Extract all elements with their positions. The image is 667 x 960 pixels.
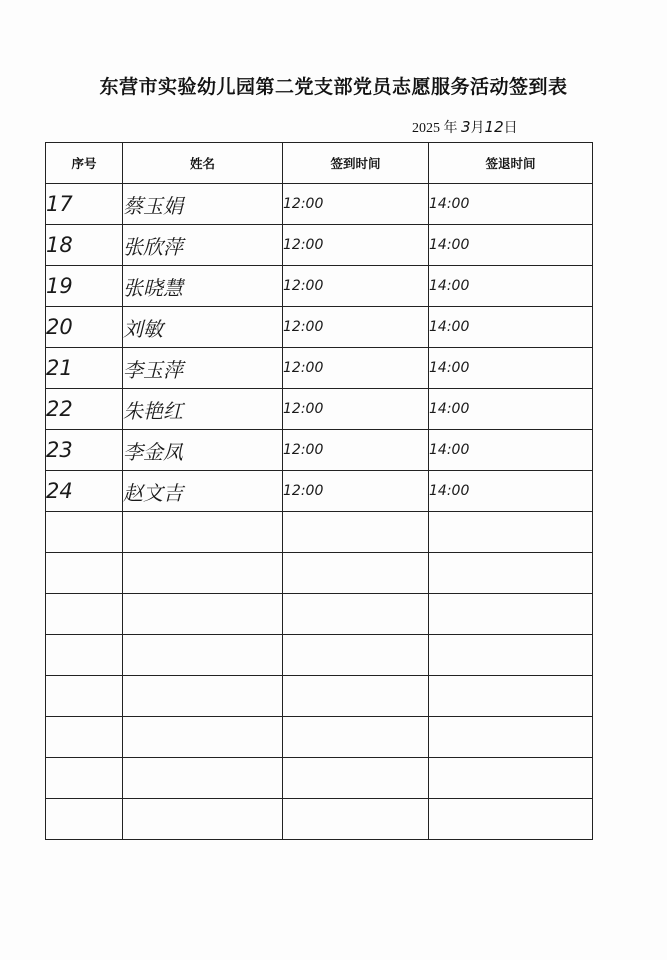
cell-sign-in-time: 12:00 bbox=[283, 266, 429, 307]
attendance-table bbox=[45, 142, 593, 840]
cell-name: 李金凤 bbox=[123, 430, 283, 471]
cell-name bbox=[123, 635, 283, 676]
cell-sign-out-time bbox=[429, 553, 593, 594]
sheet-title: 东营市实验幼儿园第二党支部党员志愿服务活动签到表 bbox=[99, 76, 568, 98]
cell-name bbox=[123, 717, 283, 758]
cell-number bbox=[46, 758, 123, 799]
cell-sign-in-time: 12:00 bbox=[283, 225, 429, 266]
cell-sign-out-time: 14:00 bbox=[429, 348, 593, 389]
table-row bbox=[46, 594, 593, 635]
table-row bbox=[46, 717, 593, 758]
date-month-handwritten: 3 bbox=[461, 118, 471, 136]
cell-sign-in-time bbox=[283, 635, 429, 676]
cell-name bbox=[123, 676, 283, 717]
date-year: 2025 年 bbox=[412, 121, 458, 136]
table-row bbox=[46, 348, 593, 389]
table-row bbox=[46, 266, 593, 307]
cell-number: 23 bbox=[46, 430, 123, 471]
cell-sign-in-time: 12:00 bbox=[283, 184, 429, 225]
cell-sign-out-time: 14:00 bbox=[429, 430, 593, 471]
table-row bbox=[46, 389, 593, 430]
header-number: 序号 bbox=[46, 143, 123, 184]
table-row bbox=[46, 307, 593, 348]
cell-name: 蔡玉娟 bbox=[123, 184, 283, 225]
date-month-char: 月 bbox=[470, 121, 485, 136]
cell-sign-in-time bbox=[283, 676, 429, 717]
cell-sign-out-time bbox=[429, 512, 593, 553]
cell-sign-out-time: 14:00 bbox=[429, 307, 593, 348]
cell-sign-out-time bbox=[429, 676, 593, 717]
header-sign-in-time: 签到时间 bbox=[283, 143, 429, 184]
cell-sign-in-time: 12:00 bbox=[283, 471, 429, 512]
cell-number: 17 bbox=[46, 184, 123, 225]
cell-sign-out-time bbox=[429, 799, 593, 840]
cell-number bbox=[46, 594, 123, 635]
cell-sign-in-time: 12:00 bbox=[283, 430, 429, 471]
cell-name bbox=[123, 512, 283, 553]
table-row bbox=[46, 512, 593, 553]
header-name: 姓名 bbox=[123, 143, 283, 184]
cell-number: 18 bbox=[46, 225, 123, 266]
table-row bbox=[46, 676, 593, 717]
cell-sign-in-time bbox=[283, 553, 429, 594]
cell-number bbox=[46, 512, 123, 553]
cell-number bbox=[46, 635, 123, 676]
table-row bbox=[46, 471, 593, 512]
cell-sign-out-time: 14:00 bbox=[429, 266, 593, 307]
cell-number bbox=[46, 717, 123, 758]
cell-sign-out-time bbox=[429, 594, 593, 635]
cell-sign-in-time: 12:00 bbox=[283, 348, 429, 389]
cell-number bbox=[46, 799, 123, 840]
cell-name bbox=[123, 758, 283, 799]
cell-name bbox=[123, 799, 283, 840]
cell-name: 张晓慧 bbox=[123, 266, 283, 307]
cell-sign-out-time: 14:00 bbox=[429, 389, 593, 430]
cell-name: 赵文吉 bbox=[123, 471, 283, 512]
table-row bbox=[46, 553, 593, 594]
cell-name: 朱艳红 bbox=[123, 389, 283, 430]
cell-sign-out-time bbox=[429, 758, 593, 799]
table-row bbox=[46, 799, 593, 840]
header-sign-out-time: 签退时间 bbox=[429, 143, 593, 184]
cell-sign-out-time: 14:00 bbox=[429, 225, 593, 266]
cell-name bbox=[123, 553, 283, 594]
cell-sign-out-time bbox=[429, 717, 593, 758]
cell-number: 19 bbox=[46, 266, 123, 307]
date-day-char: 日 bbox=[503, 121, 518, 136]
cell-sign-in-time bbox=[283, 799, 429, 840]
cell-number bbox=[46, 676, 123, 717]
cell-sign-out-time: 14:00 bbox=[429, 471, 593, 512]
date-day-handwritten: 12 bbox=[484, 118, 504, 136]
table-row bbox=[46, 225, 593, 266]
cell-name: 李玉萍 bbox=[123, 348, 283, 389]
cell-sign-in-time: 12:00 bbox=[283, 389, 429, 430]
cell-sign-out-time bbox=[429, 635, 593, 676]
sheet-date bbox=[412, 117, 518, 137]
table-row bbox=[46, 758, 593, 799]
cell-sign-in-time bbox=[283, 717, 429, 758]
cell-sign-in-time bbox=[283, 594, 429, 635]
cell-number: 20 bbox=[46, 307, 123, 348]
cell-name: 张欣萍 bbox=[123, 225, 283, 266]
cell-sign-in-time bbox=[283, 512, 429, 553]
cell-sign-in-time: 12:00 bbox=[283, 307, 429, 348]
cell-sign-in-time bbox=[283, 758, 429, 799]
table-row bbox=[46, 184, 593, 225]
table-header-row bbox=[46, 143, 593, 184]
cell-sign-out-time: 14:00 bbox=[429, 184, 593, 225]
table-row bbox=[46, 635, 593, 676]
cell-number: 21 bbox=[46, 348, 123, 389]
cell-name: 刘敏 bbox=[123, 307, 283, 348]
table-row bbox=[46, 430, 593, 471]
cell-number: 22 bbox=[46, 389, 123, 430]
cell-number bbox=[46, 553, 123, 594]
cell-name bbox=[123, 594, 283, 635]
cell-number: 24 bbox=[46, 471, 123, 512]
